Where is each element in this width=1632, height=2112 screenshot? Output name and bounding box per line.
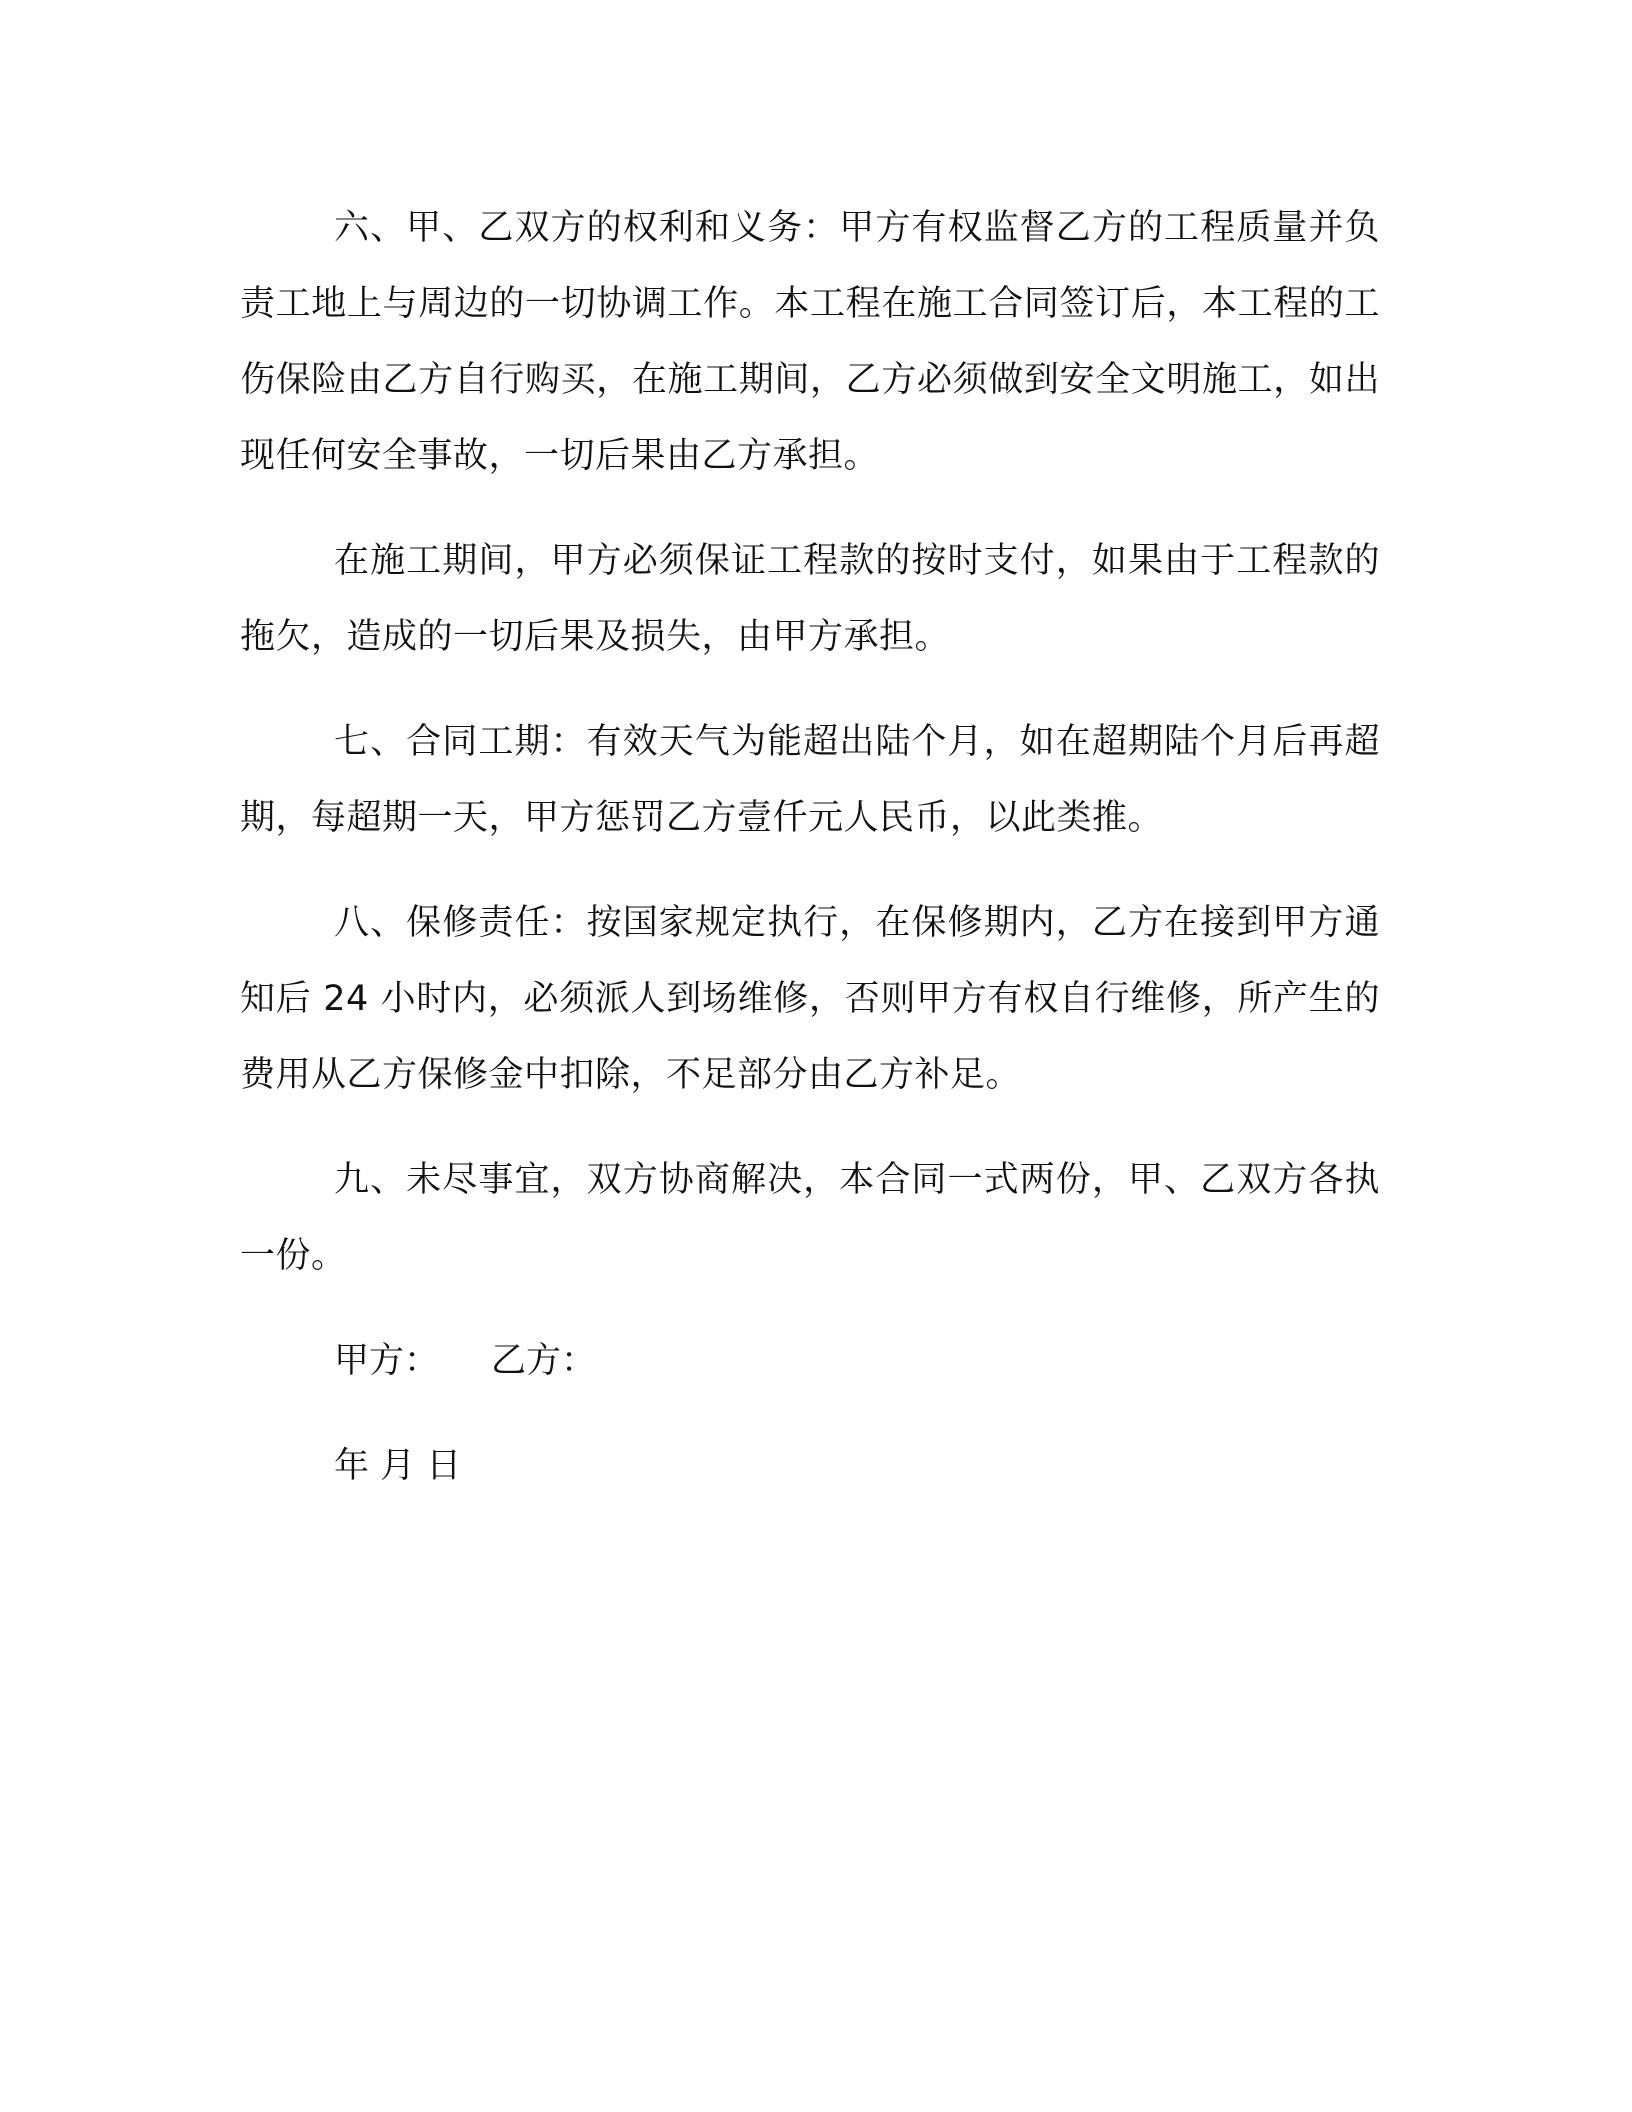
clause-six-rights-obligations: 六、甲、乙双方的权利和义务：甲方有权监督乙方的工程质量并负责工地上与周边的一切协调工作。本工程在施工合同签订后，本工程的工伤保险由乙方自行购买，在施工期间，乙方必须做到安全文明施工，如出现任何安全事故，一切后果由乙方承担。 <box>240 208 1380 476</box>
clause-nine-other-matters: 九、未尽事宜，双方协商解决，本合同一式两份，甲、乙双方各执一份。 <box>240 1160 1380 1276</box>
signature-line <box>240 1323 1380 1399</box>
date-line: 年 月 日 <box>334 1446 462 1486</box>
document-body <box>240 190 1380 1504</box>
clause-payment-obligation: 在施工期间，甲方必须保证工程款的按时支付，如果由于工程款的拖欠，造成的一切后果及损失，由甲方承担。 <box>240 541 1380 657</box>
party-a-label: 甲方： <box>334 1341 440 1381</box>
clause-eight-warranty: 八、保修责任：按国家规定执行，在保修期内，乙方在接到甲方通知后 24 小时内，必须派人到场维修，否则甲方有权自行维修，所产生的费用从乙方保修金中扣除，不足部分由乙方补足。 <box>240 903 1380 1095</box>
party-b-label: 乙方： <box>491 1341 597 1381</box>
clause-seven-contract-period: 七、合同工期：有效天气为能超出陆个月，如在超期陆个月后再超期，每超期一天，甲方惩罚乙方壹仟元人民币，以此类推。 <box>240 722 1380 838</box>
